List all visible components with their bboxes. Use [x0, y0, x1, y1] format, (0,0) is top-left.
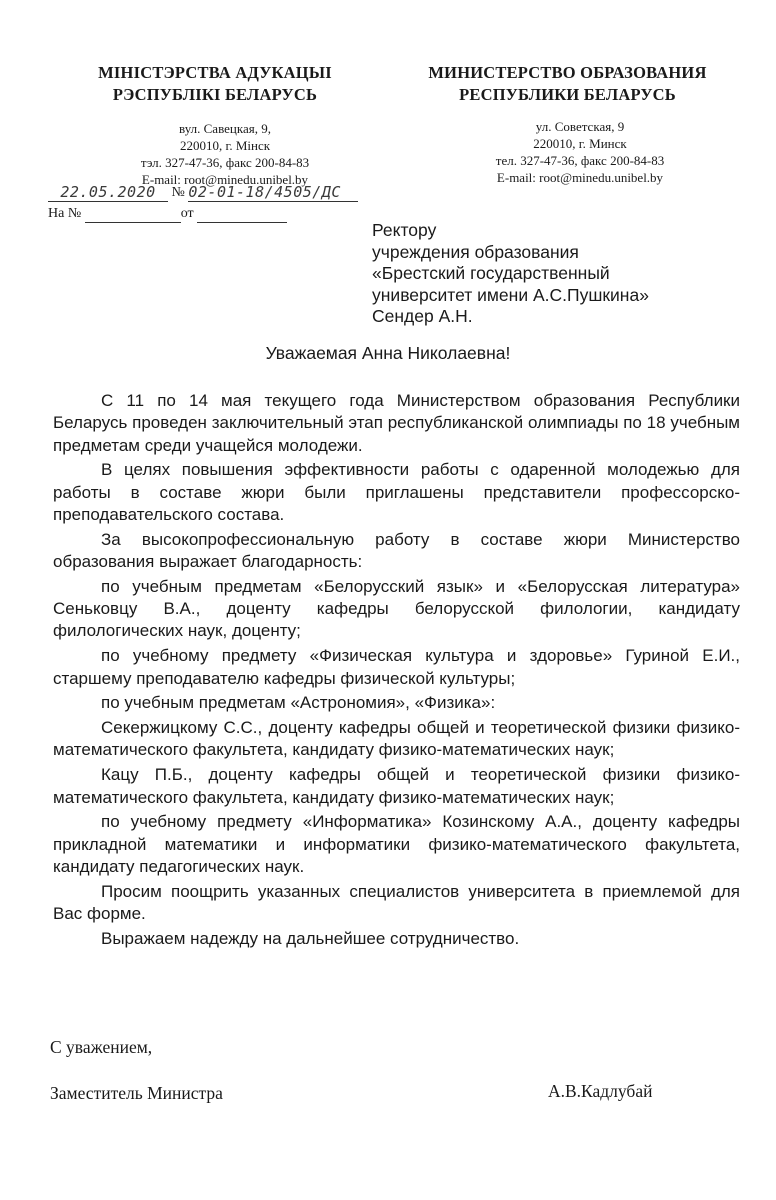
paragraph: по учебному предмету «Физическая культура и здоровье» Гуриной Е.И., старшему преподавателю кафедры физической культуры;	[53, 646, 740, 688]
paragraph: С 11 по 14 мая текущего года Министерством образования Республики Беларусь проведен заключительный этап республиканской олимпиады по 18 учебным предметам среди учащейся молодежи.	[53, 391, 740, 455]
address-phone: тел. 327-47-36, факс 200-84-83	[495, 153, 665, 168]
address-russian	[440, 118, 720, 186]
paragraph: За высокопрофессиональную работу в составе жюри Министерство образования выражает благодарность:	[53, 529, 740, 572]
address-phone: тэл. 327-47-36, факс 200-84-83	[140, 155, 310, 170]
org-name-belarusian	[50, 62, 380, 106]
from-label: от	[180, 206, 194, 221]
recipient-line: учреждения образования	[372, 241, 579, 262]
paragraph: Выражаем надежду на дальнейшее сотрудничество.	[101, 928, 520, 948]
org-name-line1: МІНІСТЭРСТВА АДУКАЦЫІ	[98, 63, 332, 82]
reference-number-blank	[85, 207, 181, 223]
reference-date-blank	[197, 207, 287, 223]
closing-phrase: С уважением,	[50, 1037, 153, 1057]
org-name-russian	[390, 62, 745, 106]
reference-label: На №	[48, 206, 82, 221]
address-city: 220010, г. Минск	[533, 136, 627, 151]
address-email: E-mail: root@minedu.unibel.by	[496, 170, 664, 185]
recipient-line: «Брестский государственный	[372, 263, 610, 283]
org-name-line2: РЭСПУБЛІКІ БЕЛАРУСЬ	[112, 85, 318, 104]
signatory-title: Заместитель Министра	[50, 1083, 223, 1103]
paragraph: В целях повышения эффективности работы с одаренной молодежью для работы в составе жюри были приглашены представители профессорско-преподавательского состава.	[53, 460, 740, 524]
org-name-line1: МИНИСТЕРСТВО ОБРАЗОВАНИЯ	[428, 63, 707, 82]
reference-line	[48, 205, 287, 223]
address-city: 220010, г. Мінск	[179, 138, 271, 153]
paragraph: по учебным предметам «Белорусский язык» и «Белорусская литература» Сеньковцу В.А., доценту кафедры белорусской филологии, кандидату филологических наук, доценту;	[53, 576, 740, 641]
address-street: вул. Савецкая, 9,	[179, 121, 271, 136]
paragraph: по учебному предмету «Информатика» Козинскому А.А., доценту кафедры прикладной математики и информатики физико-математического факультета, кандидату педагогических наук.	[53, 812, 740, 876]
salutation: Уважаемая Анна Николаевна!	[265, 343, 511, 363]
number-field	[188, 183, 358, 202]
date-field	[48, 183, 168, 202]
recipient-line: Ректору	[372, 220, 437, 240]
registration-date: 22.05.2020	[60, 183, 156, 201]
paragraph: Просим поощрить указанных специалистов университета в приемлемой для Вас форме.	[53, 881, 740, 924]
signatory-name: А.В.Кадлубай	[548, 1081, 653, 1101]
letter-body	[53, 390, 740, 953]
org-name-line2: РЕСПУБЛИКИ БЕЛАРУСЬ	[459, 85, 676, 104]
paragraph: по учебным предметам «Астрономия», «Физика»:	[101, 693, 496, 713]
recipient-block	[372, 220, 752, 328]
registration-number: 02-01-18/4505/ДС	[188, 183, 341, 201]
registration-line	[48, 184, 358, 202]
paragraph: Кацу П.Б., доценту кафедры общей и теоретической физики физико-математического факультета, кандидату физико-математических наук;	[53, 765, 740, 807]
address-street: ул. Советская, 9	[535, 119, 625, 134]
paragraph: Секержицкому С.С., доценту кафедры общей и теоретической физики физико-математического факультета, кандидату физико-математических наук;	[53, 718, 740, 760]
number-label: №	[171, 185, 185, 200]
address-belarusian	[90, 120, 360, 188]
recipient-line: Сендер А.Н.	[372, 306, 473, 326]
address-email: E-mail: root@minedu.unibel.by	[141, 172, 309, 187]
recipient-line: университет имени А.С.Пушкина»	[372, 284, 649, 305]
